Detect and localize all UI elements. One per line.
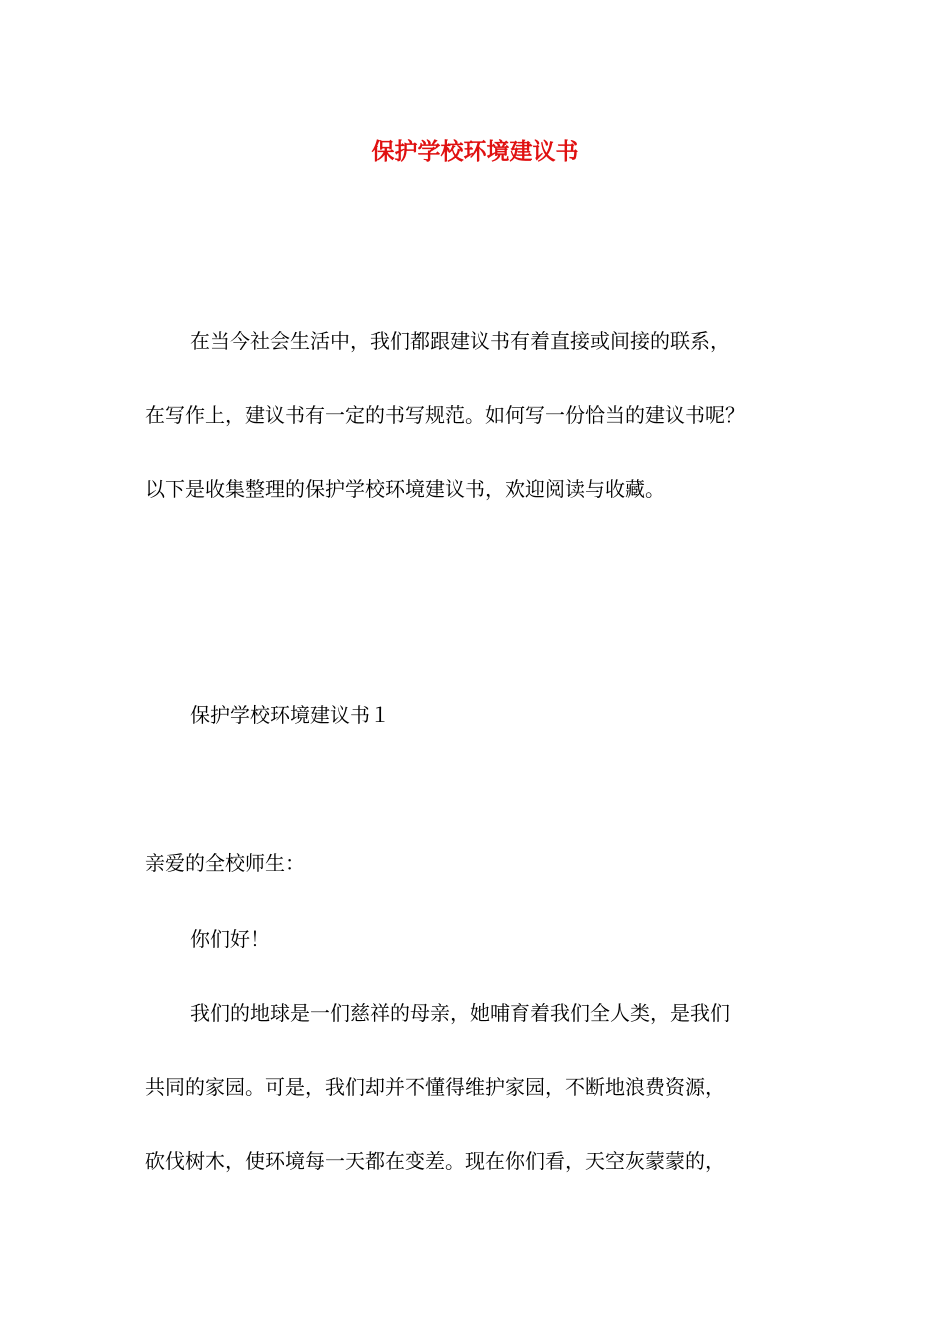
intro-line-3: 以下是收集整理的保护学校环境建议书，欢迎阅读与收藏。 <box>145 477 665 501</box>
section-heading: 保护学校环境建议书１ <box>190 703 390 727</box>
body-line-2: 共同的家园。可是，我们却并不懂得维护家园，不断地浪费资源， <box>145 1075 725 1099</box>
intro-line-2: 在写作上，建议书有一定的书写规范。如何写一份恰当的建议书呢？ <box>145 403 745 427</box>
salutation: 亲爱的全校师生： <box>145 851 305 875</box>
body-line-1: 我们的地球是一们慈祥的母亲，她哺育着我们全人类，是我们 <box>190 1001 730 1025</box>
document-title: 保护学校环境建议书 <box>371 138 579 165</box>
intro-line-1: 在当今社会生活中，我们都跟建议书有着直接或间接的联系， <box>190 329 730 353</box>
body-line-3: 砍伐树木，使环境每一天都在变差。现在你们看，天空灰蒙蒙的， <box>145 1149 725 1173</box>
greeting: 你们好！ <box>190 927 270 951</box>
